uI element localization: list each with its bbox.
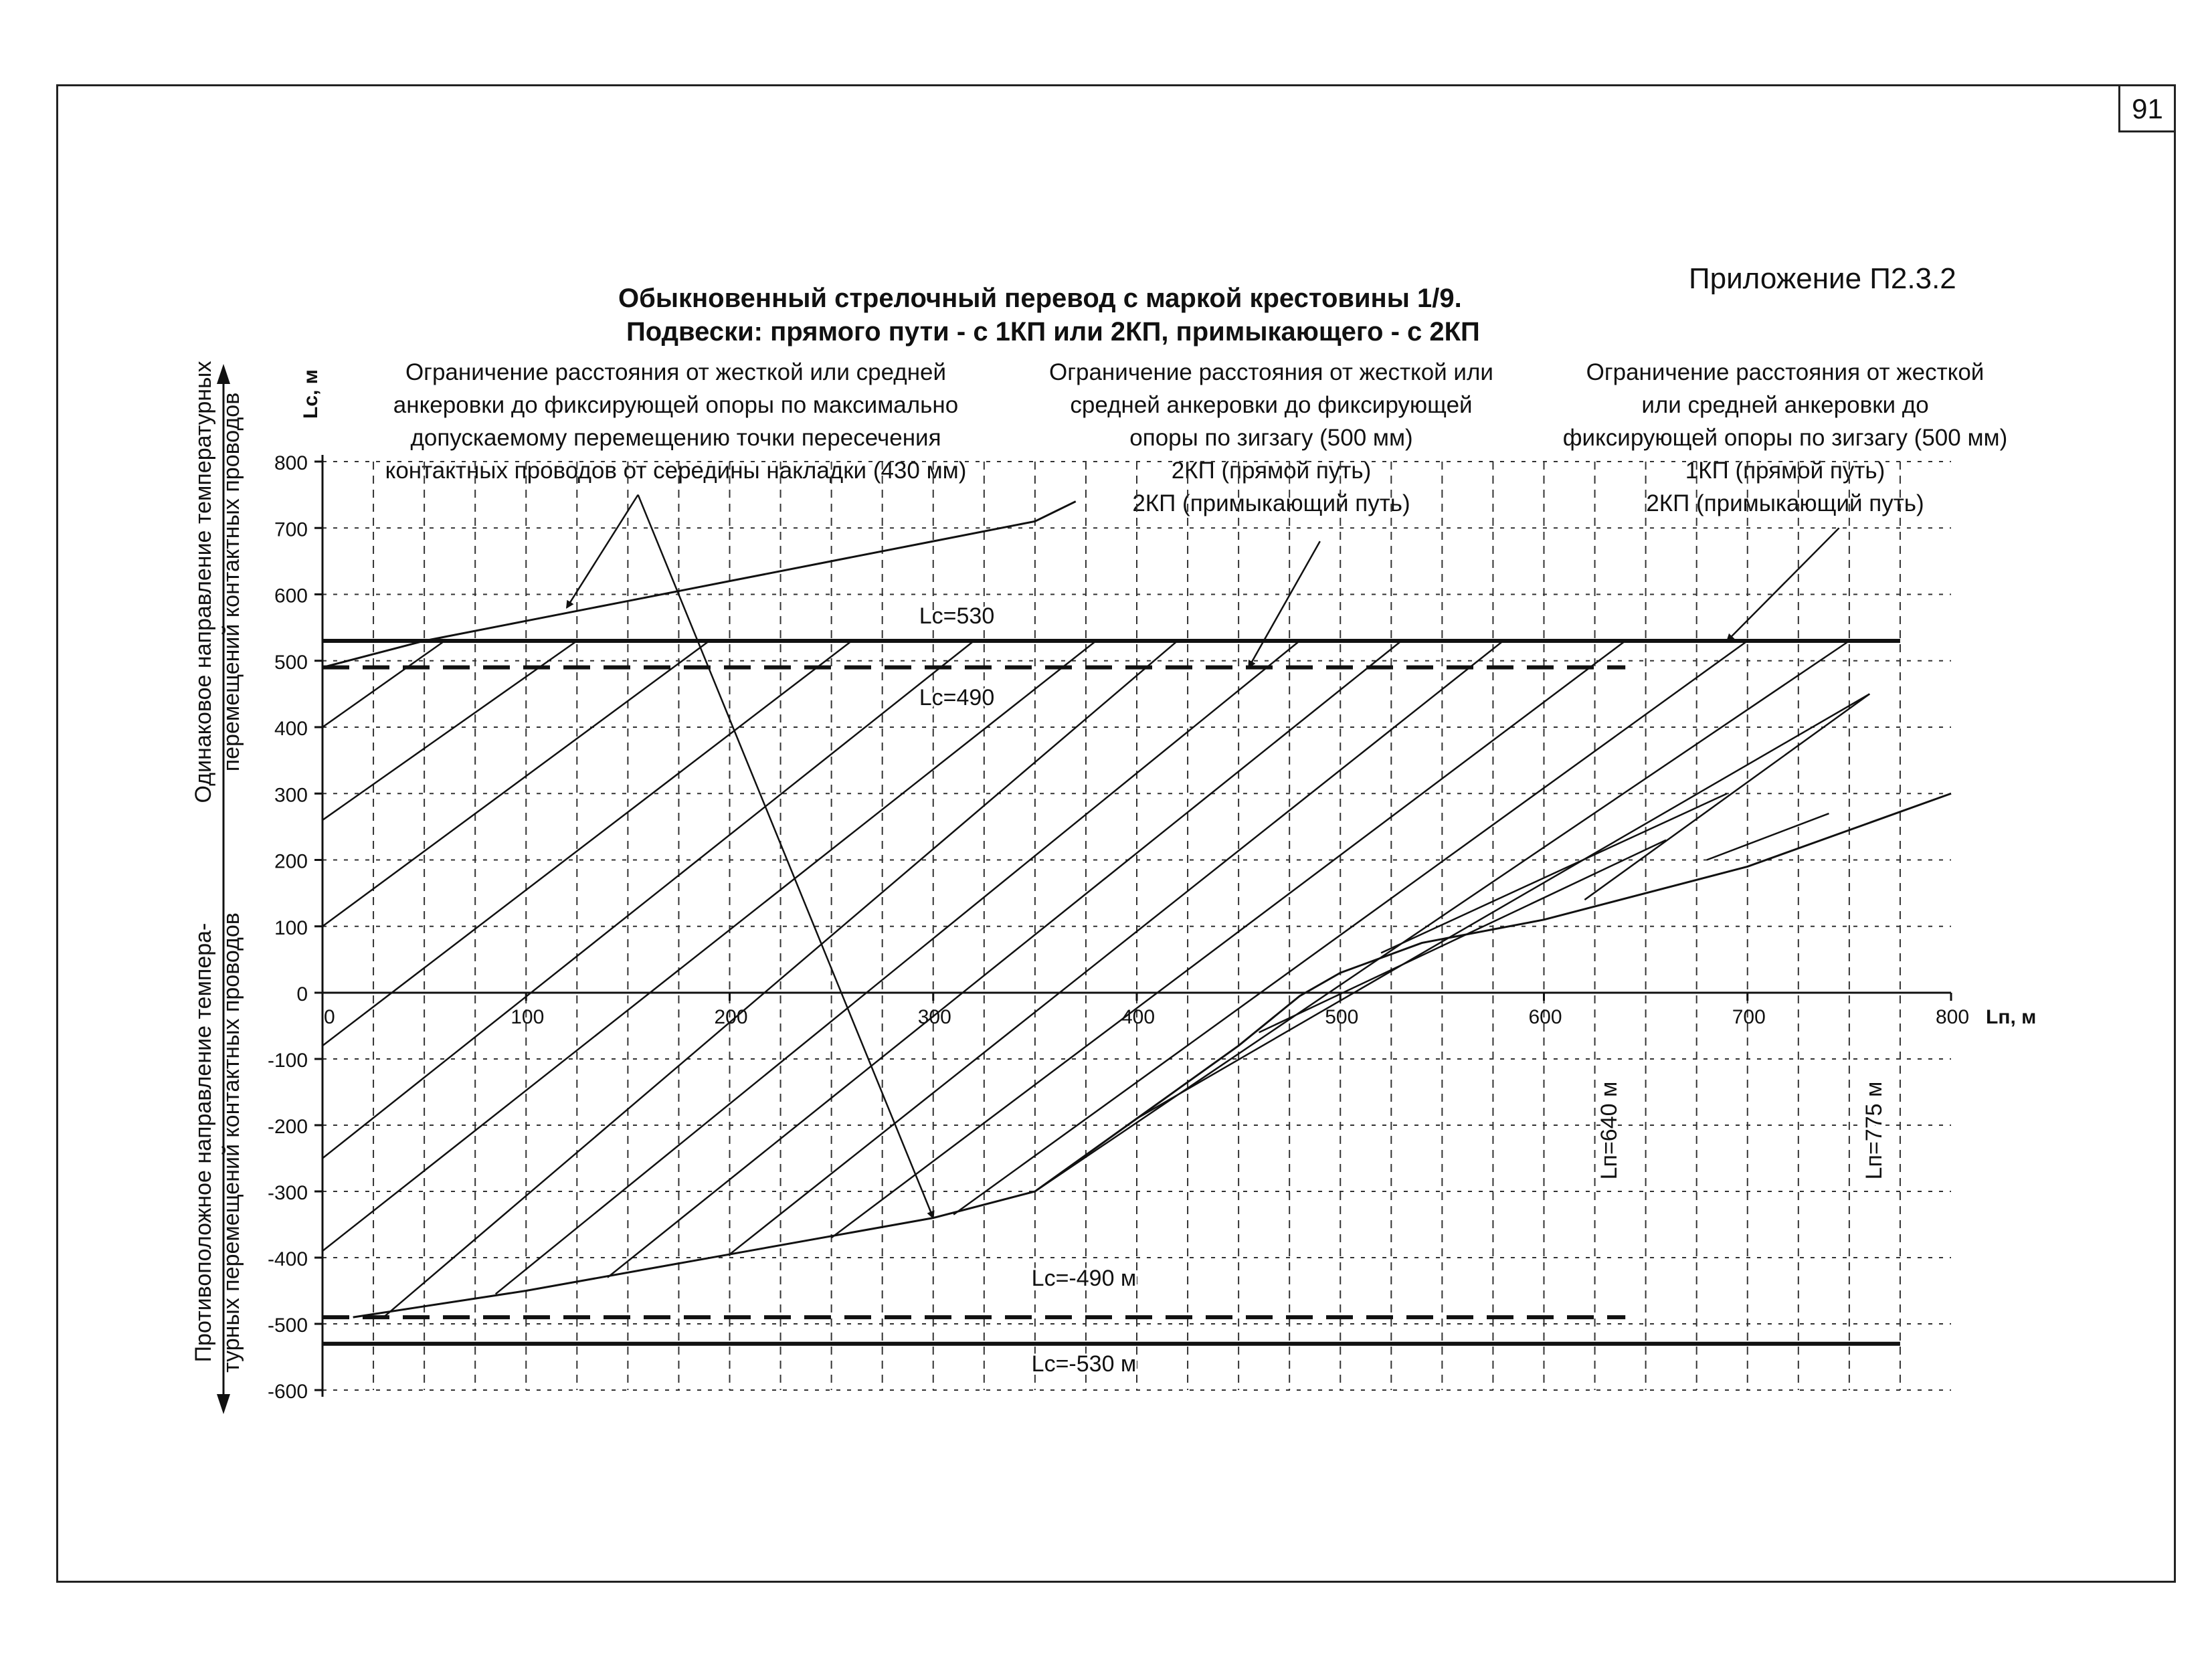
y-tick-label: -600 bbox=[267, 1381, 308, 1403]
reference-line-label: Lc=490 bbox=[919, 685, 995, 710]
side-axis-arrow-down-icon bbox=[217, 1394, 230, 1414]
hatch-line bbox=[496, 641, 1300, 1294]
y-tick-label: 100 bbox=[274, 916, 308, 939]
x-axis-label: Lп, м bbox=[1986, 1006, 2037, 1028]
y-tick-label: 300 bbox=[274, 784, 308, 807]
reference-line-label: Lп=640 м bbox=[1596, 1081, 1622, 1180]
y-tick-label: 600 bbox=[274, 585, 308, 607]
chart-title-line-2: Подвески: прямого пути - с 1КП или 2КП, примыкающего - с 2КП bbox=[626, 317, 1480, 347]
annotation-2-line-2: средней анкеровки до фиксирующей bbox=[1070, 392, 1473, 418]
annotation-2-line-3: опоры по зигзагу (500 мм) bbox=[1129, 425, 1413, 451]
y-tick-label: 0 bbox=[296, 983, 308, 1005]
y-tick-label: 200 bbox=[274, 850, 308, 873]
annotation-1-line-2: анкеровки до фиксирующей опоры по максимально bbox=[393, 392, 959, 418]
x-tick-label: 500 bbox=[1325, 1006, 1359, 1028]
x-tick-label: 600 bbox=[1528, 1006, 1562, 1028]
y-tick-label: 400 bbox=[274, 718, 308, 740]
pointer-line bbox=[638, 495, 933, 1218]
y-axis-label: Lс, м bbox=[300, 369, 322, 419]
side-label-lower-line-1: Противоположное направление темпера- bbox=[191, 922, 216, 1363]
reference-line-label: Lc=530 bbox=[919, 603, 995, 629]
annotation-1-line-3: допускаемому перемещению точки пересечения bbox=[410, 425, 941, 451]
y-tick-label: -200 bbox=[267, 1116, 308, 1138]
y-tick-label: -500 bbox=[267, 1314, 308, 1337]
x-tick-label: 300 bbox=[917, 1006, 951, 1028]
series-lower_limit_curve bbox=[353, 793, 1951, 1317]
hatch-line bbox=[322, 641, 445, 727]
reference-line-label: Lп=775 м bbox=[1861, 1081, 1887, 1180]
annotation-3-line-5: 2КП (примыкающий путь) bbox=[1646, 490, 1924, 516]
y-tick-label: 800 bbox=[274, 452, 308, 474]
grid bbox=[322, 462, 1951, 1390]
pointer-line bbox=[1727, 528, 1839, 641]
hatch-lines bbox=[322, 641, 1869, 1317]
y-tick-label: -100 bbox=[267, 1050, 308, 1072]
hatch-line bbox=[1259, 840, 1667, 1033]
y-tick-label: -300 bbox=[267, 1182, 308, 1204]
axes bbox=[217, 364, 1951, 1414]
y-tick-label: 500 bbox=[274, 651, 308, 674]
x-tick-label: 400 bbox=[1121, 1006, 1156, 1028]
hatch-line bbox=[322, 641, 974, 1159]
pointer-lines bbox=[567, 495, 1839, 1218]
hatch-line bbox=[1584, 694, 1869, 900]
side-label-lower-line-2: турных перемещений контактных проводов bbox=[219, 912, 244, 1373]
annotation-2-line-1: Ограничение расстояния от жесткой или bbox=[1049, 359, 1493, 385]
x-tick-label: 100 bbox=[511, 1006, 545, 1028]
pointer-line bbox=[1249, 541, 1319, 668]
reference-line-label: Lc=-490 м bbox=[1031, 1266, 1137, 1291]
y-tick-label: -400 bbox=[267, 1248, 308, 1270]
annotation-3-line-3: фиксирующей опоры по зигзагу (500 мм) bbox=[1562, 425, 2008, 451]
hatch-line bbox=[1137, 694, 1869, 1118]
x-tick-label: 800 bbox=[1935, 1006, 1970, 1028]
y-tick-label: 700 bbox=[274, 518, 308, 541]
appendix-label: Приложение П2.3.2 bbox=[1689, 262, 1956, 295]
hatch-line bbox=[1381, 793, 1727, 953]
annotation-1-line-1: Ограничение расстояния от жесткой или средней bbox=[405, 359, 947, 385]
annotation-1-line-4: контактных проводов от середины накладки (430 мм) bbox=[385, 458, 967, 484]
annotation-2-line-4: 2КП (прямой путь) bbox=[1171, 458, 1372, 484]
side-label-upper-line-2: перемещений контактных проводов bbox=[219, 392, 244, 772]
x-tick-label: 200 bbox=[714, 1006, 748, 1028]
chart-title-line-1: Обыкновенный стрелочный перевод с маркой крестовины 1/9. bbox=[618, 284, 1462, 313]
chart-labels bbox=[268, 369, 2036, 1403]
hatch-line bbox=[730, 641, 1503, 1254]
side-label-upper-line-1: Одинаковое направление температурных bbox=[191, 361, 216, 803]
hatch-line bbox=[1707, 813, 1829, 860]
x-tick-label: 0 bbox=[324, 1006, 335, 1028]
page-number: 91 bbox=[2118, 86, 2175, 132]
annotation-3-line-4: 1КП (прямой путь) bbox=[1685, 458, 1885, 484]
hatch-line bbox=[383, 641, 1178, 1317]
annotation-2-line-5: 2КП (примыкающий путь) bbox=[1132, 490, 1410, 516]
x-tick-label: 700 bbox=[1732, 1006, 1766, 1028]
hatch-line bbox=[832, 641, 1626, 1238]
annotation-3-line-2: или средней анкеровки до bbox=[1641, 392, 1929, 418]
reference-line-label: Lc=-530 м bbox=[1031, 1351, 1137, 1377]
side-axis-arrow-up-icon bbox=[217, 364, 230, 384]
hatch-line bbox=[322, 641, 1096, 1251]
annotation-3-line-1: Ограничение расстояния от жесткой bbox=[1586, 359, 1985, 385]
